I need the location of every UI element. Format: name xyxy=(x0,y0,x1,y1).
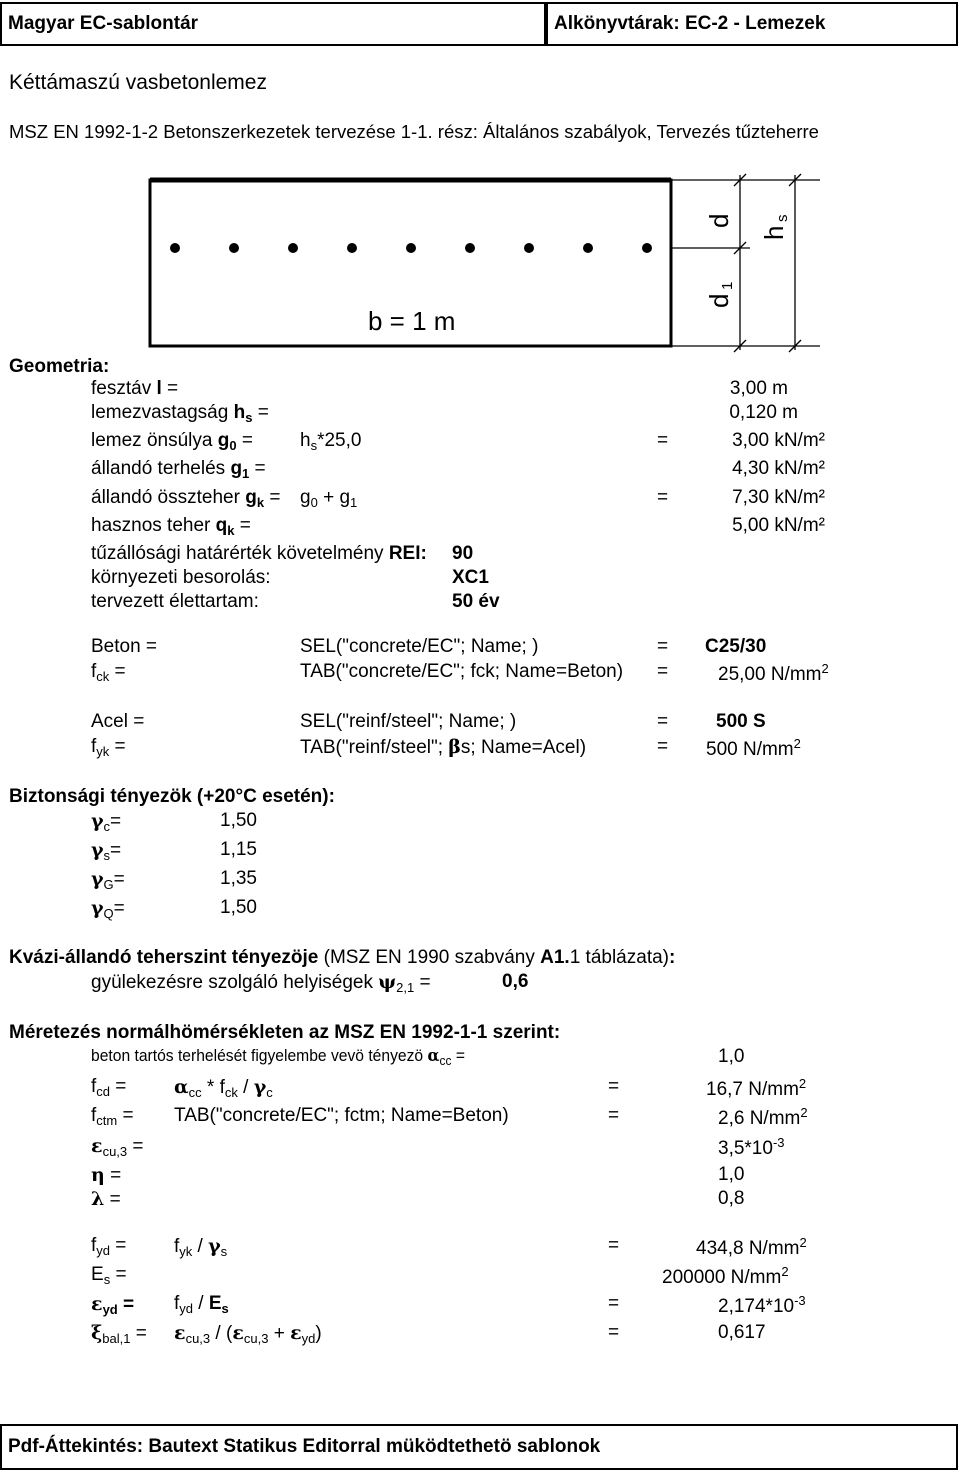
fyd-equals: = xyxy=(608,1235,620,1256)
fyd-formula: $f_{yk} / \gamma_s$ xyxy=(174,1235,228,1259)
header-right: Alkönyvtárak: EC-2 - Lemezek xyxy=(546,2,958,46)
header-left: Magyar EC-sablontár xyxy=(0,2,546,46)
concrete-equals: = xyxy=(657,636,669,657)
psi-value: 0,6 xyxy=(502,971,529,992)
lambda-value: 0,8 xyxy=(718,1188,745,1209)
alpha-cc-label: beton tartós terhelését figyelembe vevö tényezö $\alpha_{cc}$ = xyxy=(91,1046,465,1068)
design-life-value: 50 év xyxy=(452,591,500,612)
geometry-heading: Geometria: xyxy=(9,356,110,377)
fyk-formula: TAB("reinf/steel"; βs; Name=Acel) xyxy=(300,736,587,758)
es-value: 200000 $N/mm^2$ xyxy=(662,1264,789,1288)
safety-heading: Biztonsági tényezök (+20°C esetén): xyxy=(9,786,335,807)
es-label: $E_s$ = xyxy=(91,1264,127,1287)
thickness-value: 0,120 m xyxy=(729,402,798,423)
concrete-label: Beton = xyxy=(91,636,158,657)
eta-label: η = xyxy=(91,1164,122,1186)
d1-label: d xyxy=(704,293,734,308)
fyk-label: $f_{yk}$ = xyxy=(91,736,126,759)
gamma-c-value: 1,50 xyxy=(220,810,257,831)
xi-label: $\xi_{bal,1}$ = xyxy=(91,1322,147,1346)
fyd-value: 434,8 $N/mm^2$ xyxy=(696,1235,807,1259)
steel-formula: SEL("reinf/steel"; Name; ) xyxy=(300,711,517,732)
design-life-label: tervezett élettartam: xyxy=(91,591,259,612)
concrete-value: C25/30 xyxy=(705,636,767,657)
fck-value: 25,00 $N/mm^2$ xyxy=(718,661,829,685)
xi-value: 0,617 xyxy=(718,1322,766,1343)
fcd-formula: $\alpha_{cc} * f_{ck} / \gamma_c$ xyxy=(174,1076,273,1100)
span-label: fesztáv l = xyxy=(91,378,179,399)
fctm-value: 2,6 $N/mm^2$ xyxy=(718,1105,808,1129)
rei-label: tűzállósági határérték követelmény REI: xyxy=(91,543,427,564)
fyk-value: 500 $N/mm^2$ xyxy=(706,736,801,760)
design-heading: Méretezés normálhömérsékleten az MSZ EN 1992-1-1 szerint: xyxy=(9,1022,561,1043)
fcd-label: $f_{cd}$ = xyxy=(91,1076,127,1099)
quasi-heading: Kvázi-állandó teherszint tényezöje (MSZ EN 1990 szabvány A1.1 táblázata): xyxy=(9,947,676,968)
d1-sub-label: 1 xyxy=(719,281,736,290)
page-subtitle: MSZ EN 1992-1-2 Betonszerkezetek tervezése 1-1. rész: Általános szabályok, Tervezés tűzteherre xyxy=(9,121,819,142)
rebar-dots xyxy=(170,243,652,253)
perm-total-label: állandó összteher $g_k$ = xyxy=(91,487,281,510)
rei-value: 90 xyxy=(452,543,474,564)
span-value: 3,00 m xyxy=(729,378,788,399)
width-label: b = 1 m xyxy=(368,306,456,336)
perm-load-label: állandó terhelés $g_1$ = xyxy=(91,458,266,481)
fctm-label: $f_{ctm}$ = xyxy=(91,1105,134,1128)
page-title: Kéttámaszú vasbetonlemez xyxy=(9,71,267,94)
lambda-label: λ = xyxy=(91,1188,121,1210)
steel-label: Acel = xyxy=(91,711,145,732)
thickness-label: lemezvastagság $h_s$ = xyxy=(91,402,269,425)
perm-total-equals: = xyxy=(657,487,669,508)
fyk-equals: = xyxy=(657,736,669,757)
gamma-q-value: 1,50 xyxy=(220,897,257,918)
fctm-formula: TAB("concrete/EC"; fctm; Name=Beton) xyxy=(174,1105,509,1126)
live-load-value: 5,00 kN/m² xyxy=(732,515,825,536)
selfweight-label: lemez önsúlya $g_0$ = xyxy=(91,430,253,453)
selfweight-value: 3,00 kN/m² xyxy=(732,430,825,451)
selfweight-equals: = xyxy=(657,430,669,451)
gamma-g-label: $\gamma_G=$ xyxy=(91,868,125,892)
hs-label: h xyxy=(759,225,789,240)
perm-total-value: 7,30 kN/m² xyxy=(732,487,825,508)
slab-section-diagram xyxy=(140,170,820,360)
gamma-s-value: 1,15 xyxy=(220,839,257,860)
gamma-c-label: $\gamma_c=$ xyxy=(91,810,122,834)
fck-formula: TAB("concrete/EC"; fck; Name=Beton) xyxy=(300,661,624,682)
xi-formula: $\varepsilon_{cu,3} / (\varepsilon_{cu,3} + \varepsilon_{yd})$ xyxy=(174,1322,322,1346)
gamma-q-label: $\gamma_Q=$ xyxy=(91,897,125,921)
d-label: d xyxy=(704,213,734,228)
gamma-s-label: $\gamma_s=$ xyxy=(91,839,122,863)
xi-equals: = xyxy=(608,1322,620,1343)
fcd-value: 16,7 $N/mm^2$ xyxy=(706,1076,807,1100)
fyd-label: $f_{yd}$ = xyxy=(91,1235,127,1258)
live-load-label: hasznos teher $q_k$ = xyxy=(91,515,251,538)
eta-value: 1,0 xyxy=(718,1164,745,1185)
fctm-equals: = xyxy=(608,1105,620,1126)
fcd-equals: = xyxy=(608,1076,620,1097)
eps-yd-label: $\varepsilon_{yd}$ = xyxy=(91,1293,135,1317)
fck-equals: = xyxy=(657,661,669,682)
env-class-label: környezeti besorolás: xyxy=(91,567,271,588)
dimension-lines xyxy=(671,174,820,352)
psi-label: gyülekezésre szolgáló helyiségek $\psi_{2,1}$ = xyxy=(91,971,431,995)
steel-value: 500 S xyxy=(716,711,766,732)
hs-sub-label: s xyxy=(774,214,791,222)
eps-yd-formula: $f_{yd} / E_s$ xyxy=(174,1293,229,1316)
perm-load-value: 4,30 kN/m² xyxy=(732,458,825,479)
footer: Pdf-Áttekintés: Bautext Statikus Editorral müködtethetö sablonok xyxy=(0,1424,958,1470)
concrete-formula: SEL("concrete/EC"; Name; ) xyxy=(300,636,539,657)
perm-total-formula: $g_0 + g_1$ xyxy=(300,487,358,510)
env-class-value: XC1 xyxy=(452,567,489,588)
fck-label: $f_{ck}$ = xyxy=(91,661,126,684)
selfweight-formula: $h_s*25,0$ xyxy=(300,430,362,453)
eps-yd-value: $2,174*10^{-3}$ xyxy=(718,1293,806,1317)
eps-cu3-label: $\varepsilon_{cu,3}$ = xyxy=(91,1135,144,1159)
gamma-g-value: 1,35 xyxy=(220,868,257,889)
alpha-cc-value: 1,0 xyxy=(718,1046,745,1067)
eps-cu3-value: $3,5*10^{-3}$ xyxy=(718,1135,785,1159)
eps-yd-equals: = xyxy=(608,1293,620,1314)
steel-equals: = xyxy=(657,711,669,732)
